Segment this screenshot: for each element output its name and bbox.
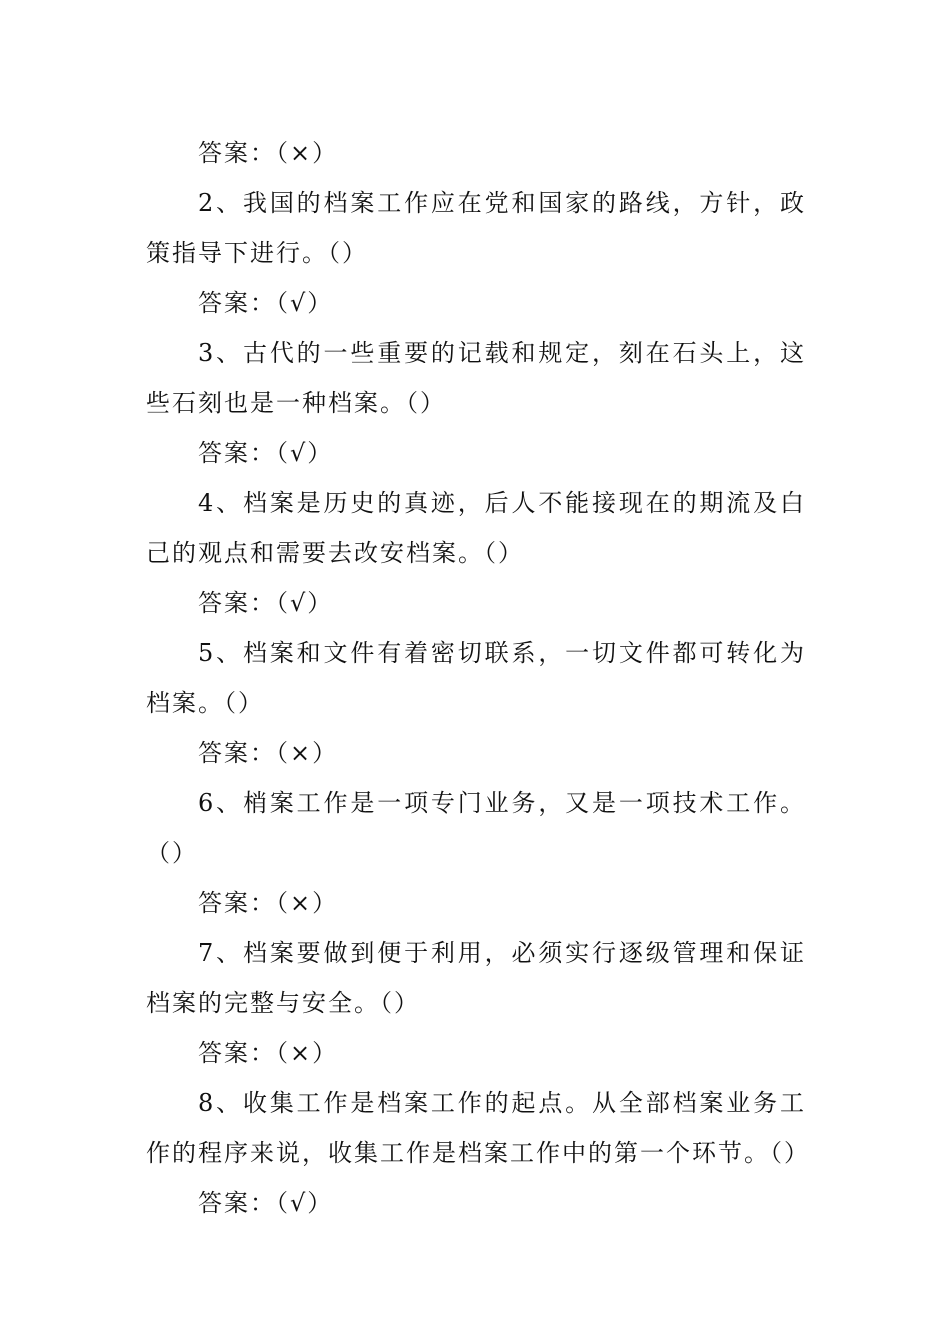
question-7: 7、档案要做到便于利用，必须实行逐级管理和保证档案的完整与安全。（） [146, 939, 806, 1017]
answer-1: 答案：（×） [198, 139, 339, 167]
answer-7: 答案：（×） [198, 1039, 339, 1067]
answer-4: 答案：（√） [198, 589, 334, 617]
answer-5: 答案：（×） [198, 739, 339, 767]
question-2: 2、我国的档案工作应在党和国家的路线，方针，政策指导下进行。（） [146, 189, 806, 267]
answer-8: 答案：（√） [198, 1189, 334, 1217]
question-3: 3、古代的一些重要的记载和规定，刻在石头上，这些石刻也是一种档案。（） [146, 339, 806, 417]
question-8: 8、收集工作是档案工作的起点。从全部档案业务工作的程序来说，收集工作是档案工作中的第一个环节。（） [146, 1089, 810, 1167]
answer-6: 答案：（×） [198, 889, 339, 917]
question-4: 4、档案是历史的真迹，后人不能接现在的期流及白己的观点和需要去改安档案。（） [146, 489, 806, 567]
question-5: 5、档案和文件有着密切联系，一切文件都可转化为档案。（） [146, 639, 806, 717]
question-6: 6、梢案工作是一项专门业务，又是一项技术工作。（） [146, 789, 806, 867]
answer-3: 答案：（√） [198, 439, 334, 467]
answer-2: 答案：（√） [198, 289, 334, 317]
quiz-content [146, 128, 810, 1228]
